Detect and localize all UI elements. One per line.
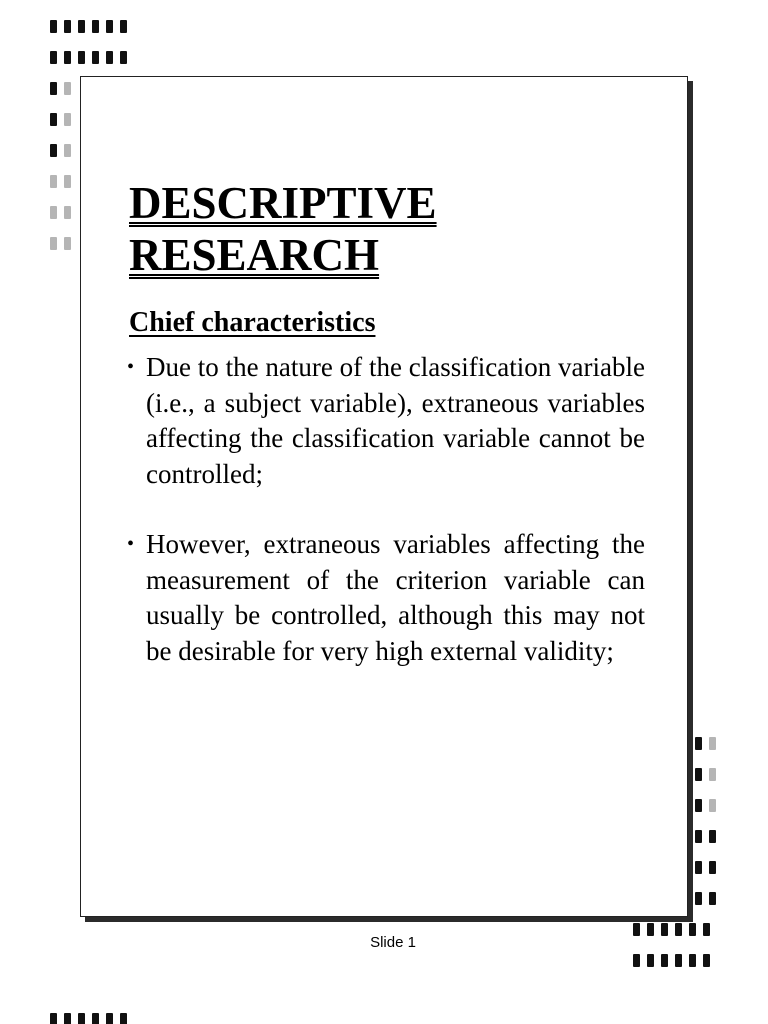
- decor-block: [64, 82, 71, 95]
- decor-block: [695, 892, 702, 905]
- decor-block: [709, 768, 716, 781]
- decor-block: [106, 51, 113, 64]
- decor-block: [50, 175, 57, 188]
- decor-block: [709, 737, 716, 750]
- decor-block: [661, 954, 668, 967]
- decor-block: [120, 20, 127, 33]
- decor-block: [92, 51, 99, 64]
- bullet-text: Due to the nature of the classification variable (i.e., a subject variable), extraneous variables affecting the classification variable cannot be controlled;: [146, 352, 645, 489]
- decor-block: [709, 830, 716, 843]
- decor-block: [64, 51, 71, 64]
- decor-block: [120, 1013, 127, 1024]
- decor-block: [709, 799, 716, 812]
- decor-block: [78, 1013, 85, 1024]
- decor-block: [50, 82, 57, 95]
- decor-block: [50, 113, 57, 126]
- decor-block: [120, 51, 127, 64]
- decor-block: [689, 954, 696, 967]
- bullet-item: [127, 527, 645, 669]
- decor-block: [78, 20, 85, 33]
- decor-block: [50, 1013, 57, 1024]
- slide-subtitle: Chief characteristics: [129, 307, 376, 338]
- decor-block: [64, 237, 71, 250]
- slide-page: [80, 76, 688, 917]
- bullet-list: [127, 350, 645, 669]
- decor-block: [695, 861, 702, 874]
- slide-title-line-1: DESCRIPTIVE: [129, 178, 437, 228]
- decor-block: [92, 1013, 99, 1024]
- decor-block: [78, 51, 85, 64]
- decor-block: [695, 737, 702, 750]
- decor-block: [50, 144, 57, 157]
- decor-block: [695, 768, 702, 781]
- slide-title: [129, 177, 437, 281]
- decor-block: [64, 113, 71, 126]
- decor-block: [50, 237, 57, 250]
- decor-block: [695, 799, 702, 812]
- decor-block: [92, 20, 99, 33]
- decor-block: [709, 861, 716, 874]
- decor-block: [709, 892, 716, 905]
- decor-block: [50, 206, 57, 219]
- decor-block: [695, 830, 702, 843]
- decor-block: [64, 1013, 71, 1024]
- bullet-dot-icon: •: [127, 533, 135, 555]
- decor-block: [106, 20, 113, 33]
- decor-block: [703, 954, 710, 967]
- decor-block: [64, 144, 71, 157]
- bullet-item: [127, 350, 645, 492]
- decor-block: [50, 51, 57, 64]
- slide-number-label: Slide 1: [370, 934, 416, 951]
- bullet-text: However, extraneous variables affecting the measurement of the criterion variable can usually be controlled, although this may not be desirable for very high external validity;: [146, 529, 645, 666]
- bullet-dot-icon: •: [127, 356, 135, 378]
- decor-block: [64, 206, 71, 219]
- decor-block: [647, 954, 654, 967]
- slide-title-line-2: RESEARCH: [129, 230, 380, 280]
- decor-block: [675, 954, 682, 967]
- decor-block: [106, 1013, 113, 1024]
- decor-block: [64, 175, 71, 188]
- decor-block: [50, 20, 57, 33]
- decor-block: [64, 20, 71, 33]
- decor-block: [633, 954, 640, 967]
